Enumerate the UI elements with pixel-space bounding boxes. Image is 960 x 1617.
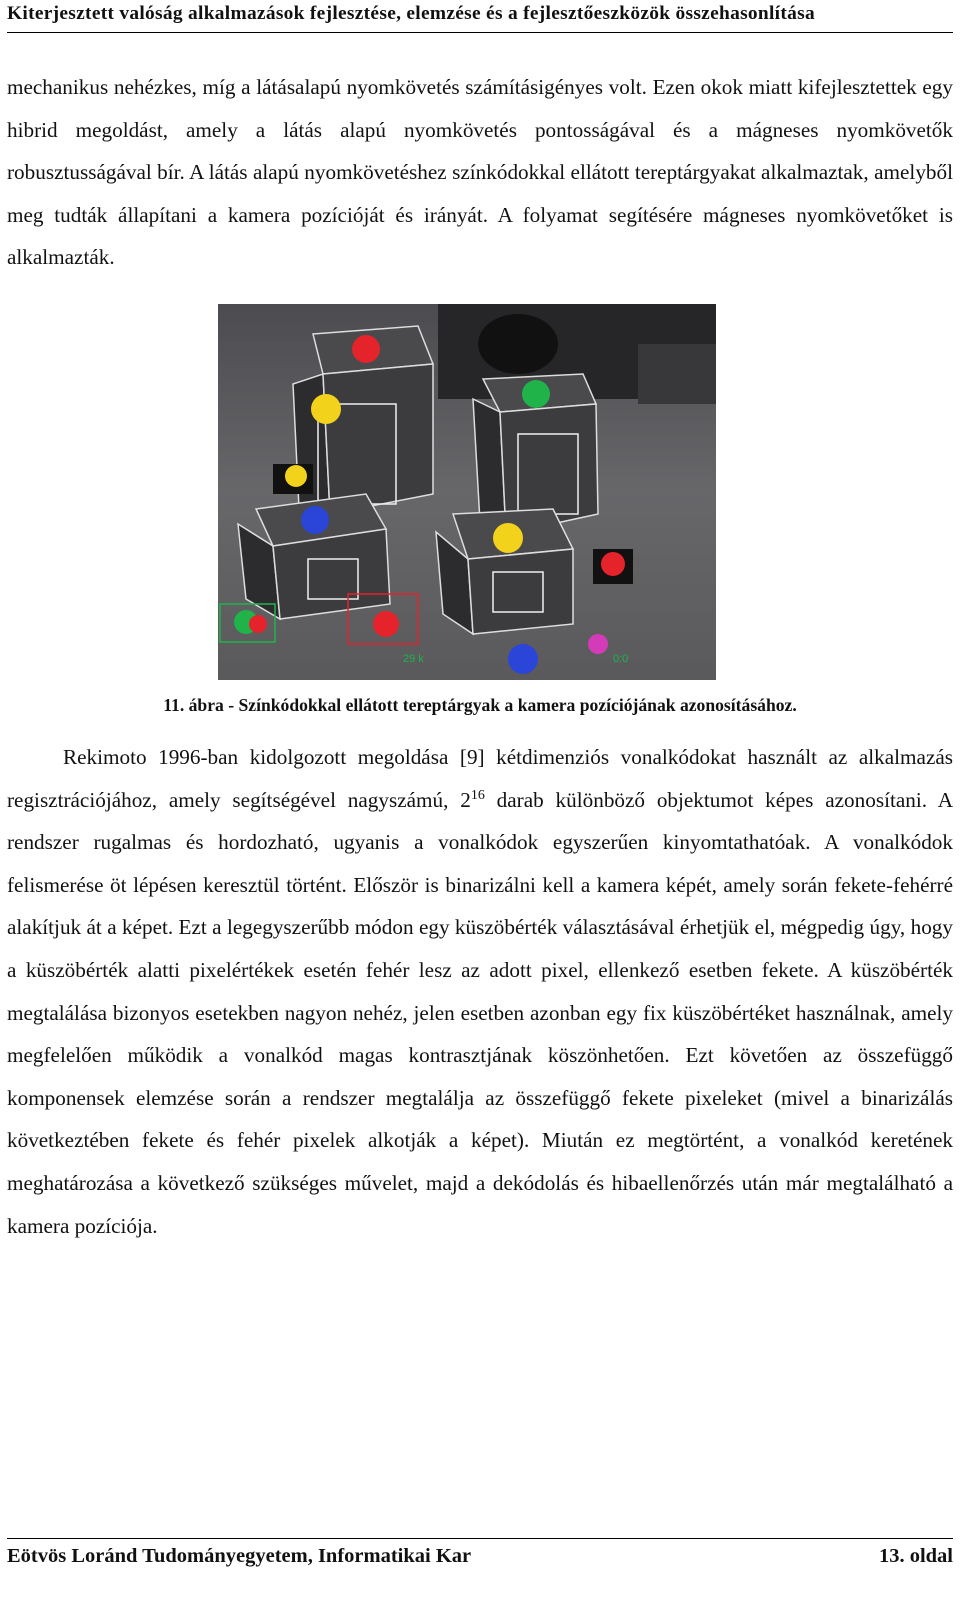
superscript-16: 16 (470, 787, 485, 803)
figure-image (218, 304, 716, 680)
paragraph-2-part-2: darab különböző objektumot képes azonosítani. A rendszer rugalmas és hordozható, ugyanis a vonalkódok egyszerűen kinyomtathatóak. A vonalkódok felismerése öt lépésen keresztül történt. Először is binarizálni kell a kamera képét, amely során fekete-fehérré alakítjuk át a képet. Ezt a legegyszerűbb módon egy küszöbérték választásával érhetjük el, mégpedig úgy, hogy a küszöbérték alatti pixelértékek esetén fehér lesz az adott pixel, ellenkező esetben fekete. A küszöbérték megtalálása bizonyos esetekben nagyon nehéz, jelen esetben azonban egy fix küszöbértéket használnak, amely megfelelően működik a vonalkód magas kontrasztjának köszönhetően. Ezt követően az összefüggő komponensek elemzése során a rendszer megtalálja az összefüggő fekete pixeleket (mivel a binarizálás következtében fekete és fehér pixelek alkotják a képet). Miután ez megtörtént, a vonalkód keretének meghatározása a következő szükséges művelet, majd a dekódolás és hibaellenőrzés után már megtalálható a kamera pozíciója. (7, 787, 953, 1238)
page-footer (7, 1538, 953, 1577)
paragraph-2-part-1: Rekimoto 1996-ban kidolgozott megoldása [9] kétdimenziós vonalkódokat használt az alkalmazás regisztrációjához, amely segítségével nagyszámú, 2 (7, 745, 953, 812)
paragraph-1: mechanikus nehézkes, míg a látásalapú nyomkövetés számításigényes volt. Ezen okok miatt kifejlesztettek egy hibrid megoldást, amely a látás alapú nyomkövetés pontosságával és a mágneses nyomkövetők robusztusságával bír. A látás alapú nyomkövetéshez színkódokkal ellátott tereptárgyakat alkalmaztak, amelyből meg tudták állapítani a kamera pozícióját és irányát. A folyamat segítésére mágneses nyomkövetőket is alkalmazták. (7, 75, 953, 270)
page-header (7, 2, 953, 33)
overlay-label-right: 0:0 (613, 653, 629, 665)
marker-box-3 (238, 494, 390, 619)
page-number: 13. oldal (878, 1545, 953, 1567)
footer-institution: Eötvös Loránd Tudományegyetem, Informatikai Kar (7, 1545, 472, 1567)
color-coded-landmarks-photo (218, 304, 716, 680)
overlay-label-left: 29 k (403, 653, 424, 665)
header-title: Kiterjesztett valóság alkalmazások fejlesztése, elemzése és a fejlesztőeszközök összehasonlítása (7, 3, 815, 24)
paragraph-2 (7, 736, 953, 1247)
figure-caption: 11. ábra - Színkódokkal ellátott tereptárgyak a kamera pozíciójának azonosításához. (163, 695, 797, 715)
